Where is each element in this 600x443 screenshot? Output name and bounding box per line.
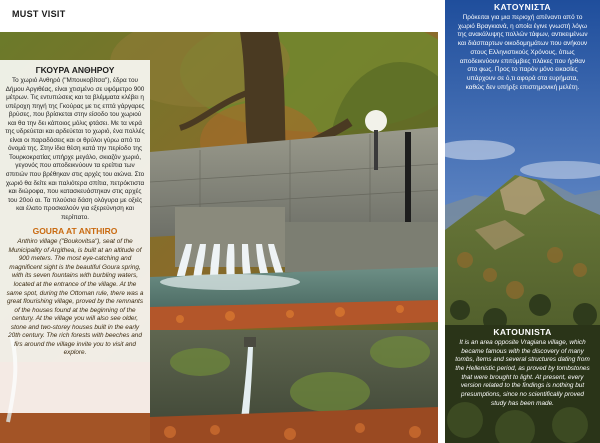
goura-body-gr: Το χωριό Ανθηρό ("Μπουκοβίτσα"), έδρα του Δήμου Αργιθέας, είναι χτισμένο σε υψόμετρο 900 μέτρων. Τις εντυπώσεις και τα βλέμματα κλέβει η υπέροχη πηγή της Γκούρας με τις επτά γάργαρες βρύσες, που βρίσκεται στην είσοδο του χωριού και θα την δει κάποιος μόλις φτάσει. Με τα νερά της υδρεύεται και αρδεύεται το χωριό, ένα πολλές είναι οι παραδόσεις και οι θρύλοι γύρω από το όνομά της. Στην ίδια θέση κατά την περίοδο της Τουρκοκρατίας υπήρχε μεγάλο, σκιαζόν χωριό, γεγονός που αποδεικνύουν τα ερείπια των σπιτιών που βρέθηκαν στις αρχές του αιώνα. Στο χωριό θα δείτε και παλιότερα σπίτια, πετρόκτιστα και διώροφα, που κατασκευάστηκαν στις αρχές του 20ού αι. Τα πλούσια δάση ολόγυρα με οξιές και έλατο προσκαλούν για εξερεύνηση και περίπατο.: [5, 77, 145, 221]
katounista-title-gr: ΚΑΤΟΥΝΙΣΤΑ: [494, 2, 551, 12]
goura-text-panel: [0, 60, 150, 413]
katounista-body-en: It is an area opposite Vragiana village, which became famous with the discovery of many tombs, items and several structures dating from the Hellenistic period, as proved by tombstones that were brought to light. At present, every version related to the findings is nothing but presumptions, since no scientifically proved study has been made.: [455, 339, 590, 407]
katounista-title-en: KATOUNISTA: [493, 327, 552, 337]
katounista-body-gr: Πρόκειται για μια περιοχή απέναντι από το χωριό Βραγκιανά, η οποία έγινε γνωστή λόγω της ανακάλυψης πολλών τάφων, αντικειμένων και διάσπαρτων οικοδομημάτων που ανήκουν στους Ελληνιστικούς Χρόνους, όπως αποδεικνύουν επιτύμβιες πλάκες που ήρθαν στο φως. Προς το παρόν μόνο εικασίες υπάρχουν σε ό,τι αφορά στα ευρήματα, καθώς δεν υπήρξε επιστημονική μελέτη.: [457, 14, 588, 91]
katounista-column: [445, 0, 600, 443]
goura-body-en: Anthiro village ("Boukovitsa"), seat of the Municipality of Argithea, is built at an altitude of 900 meters. The most eye-catching and magnificent sight is the beautiful Goura spring, with its seven fountains with burbling waters, located at the entrance of the village. At the same spot, during the Ottoman rule, there was a great flourishing village, proved by the remnants of the houses found at the beginning of the century. At the village you will also see older, stone and two-storey houses built in the early 20th century. The rich forests with beeches and firs around the village invite you to visit and explore.: [6, 238, 144, 357]
section-label: MUST VISIT: [12, 9, 66, 19]
goura-title-gr: ΓΚΟΥΡΑ ΑΝΘΗΡΟΥ: [35, 65, 115, 75]
goura-title-en: GOURA AT ANTHIRO: [32, 226, 118, 237]
